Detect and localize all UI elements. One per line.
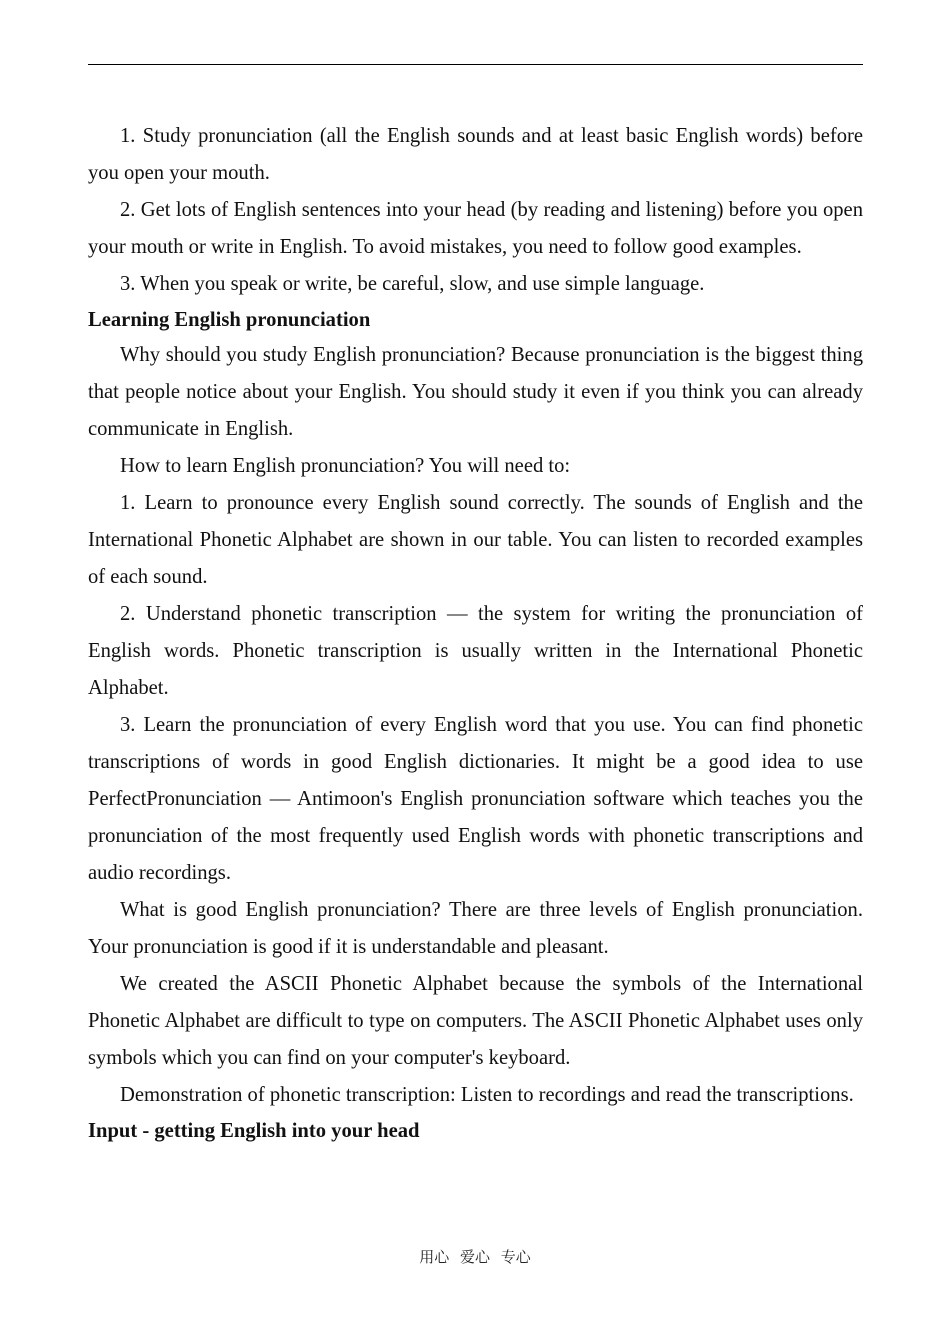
- paragraph-step-1: 1. Learn to pronounce every English sound correctly. The sounds of English and the International Phonetic Alphabet are shown in our table. You can listen to recorded examples of each sound.: [88, 492, 863, 588]
- paragraph-good-pronunciation: What is good English pronunciation? There are three levels of English pronunciation. Your pronunciation is good if it is understandable and pleasant.: [88, 899, 863, 958]
- paragraph-why-study: Why should you study English pronunciation? Because pronunciation is the biggest thing that people notice about your English. You should study it even if you think you can already communicate in English.: [88, 344, 863, 440]
- paragraph-step-2: 2. Understand phonetic transcription — the system for writing the pronunciation of English words. Phonetic transcription is usually written in the International Phonetic Alphabet.: [88, 603, 863, 699]
- document-body: [88, 118, 863, 1148]
- paragraph-ascii-alphabet: We created the ASCII Phonetic Alphabet because the symbols of the International Phonetic Alphabet are difficult to type on computers. The ASCII Phonetic Alphabet uses only symbols which you can find on your computer's keyboard.: [88, 973, 863, 1069]
- section-heading-input: Input - getting English into your head: [88, 1120, 420, 1142]
- paragraph-intro-2: 2. Get lots of English sentences into your head (by reading and listening) before you open your mouth or write in English. To avoid mistakes, you need to follow good examples.: [88, 199, 863, 258]
- paragraph-intro-3: 3. When you speak or write, be careful, slow, and use simple language.: [120, 273, 705, 295]
- paragraph-step-3: 3. Learn the pronunciation of every English word that you use. You can find phonetic transcriptions of words in good English dictionaries. It might be a good idea to use PerfectPronunciation — Antimoon's English pronunciation software which teaches you the pronunciation of the most frequently used English words with phonetic transcriptions and audio recordings.: [88, 714, 863, 884]
- paragraph-how-to-learn: How to learn English pronunciation? You will need to:: [120, 455, 571, 477]
- header-rule: [88, 64, 863, 65]
- section-heading-pronunciation: Learning English pronunciation: [88, 309, 371, 331]
- paragraph-intro-1: 1. Study pronunciation (all the English sounds and at least basic English words) before you open your mouth.: [88, 125, 863, 184]
- page-footer: 用心 爱心 专心: [419, 1248, 531, 1266]
- paragraph-demonstration: Demonstration of phonetic transcription: Listen to recordings and read the transcriptions.: [120, 1084, 854, 1106]
